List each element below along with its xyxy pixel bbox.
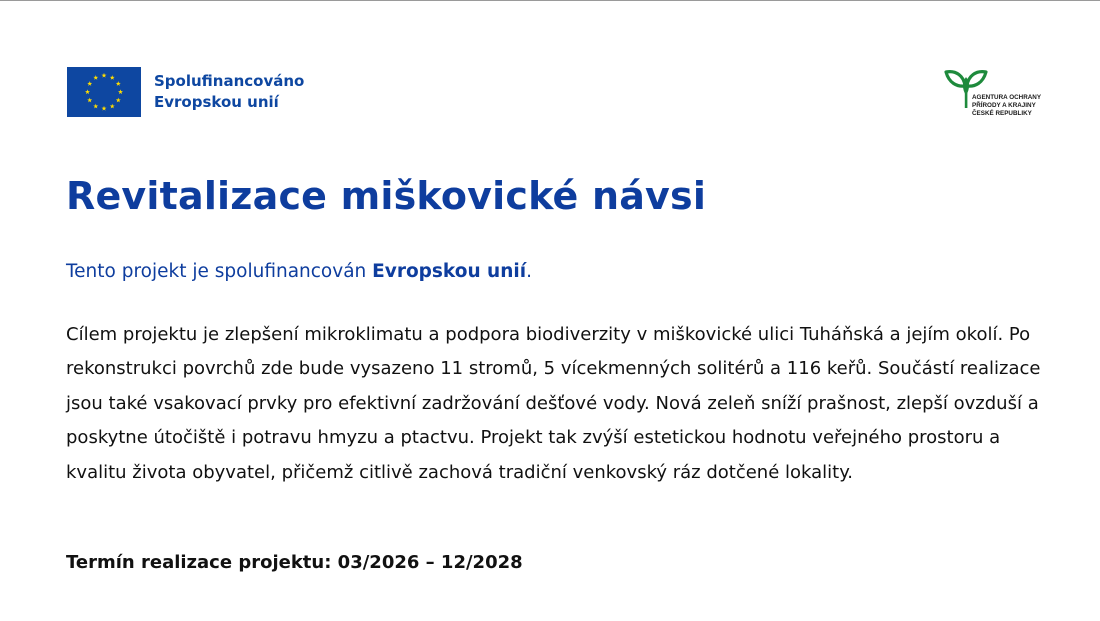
eu-flag-icon [67,67,141,117]
cofinancing-emphasis: Evropskou unií [372,261,527,282]
cofinancing-statement [66,259,532,285]
project-description: Cílem projektu je zlepšení mikroklimatu a podpora biodiverzity v miškovické ulici Tuháňská a jejím okolí. Po rekonstrukci povrchů zde bude vysazeno 11 stromů, 5 vícekmenných solitérů a 116 keřů. Součástí realizace jsou také vsakovací prvky pro efektivní zadržování dešťové vody. Nová zeleň sníží prašnost, zlepší ovzduší a poskytne útočiště i potravu hmyzu a ptactvu. Projekt tak zvýší estetickou hodnotu veřejného prostoru a kvalitu života obyvatel, přičemž citlivě zachová tradiční venkovský ráz dotčené lokality. [66,324,1041,483]
cofinancing-suffix: . [526,261,532,282]
agency-logo [944,68,1040,122]
eu-logo-line1: Spolufinancováno [154,72,305,90]
page-title: Revitalizace miškovické návsi [66,174,707,218]
agency-logo-line1: AGENTURA OCHRANY [972,94,1042,101]
top-border [0,0,1100,1]
agency-logo-line2: PŘÍRODY A KRAJINY [972,102,1036,109]
eu-cofinancing-logo [67,67,304,117]
project-term: Termín realizace projektu: 03/2026 – 12/2028 [66,552,523,573]
eu-logo-line2: Evropskou unií [154,93,279,111]
cofinancing-prefix: Tento projekt je spolufinancován [66,261,373,282]
agency-logo-line3: ČESKÉ REPUBLIKY [972,110,1032,117]
